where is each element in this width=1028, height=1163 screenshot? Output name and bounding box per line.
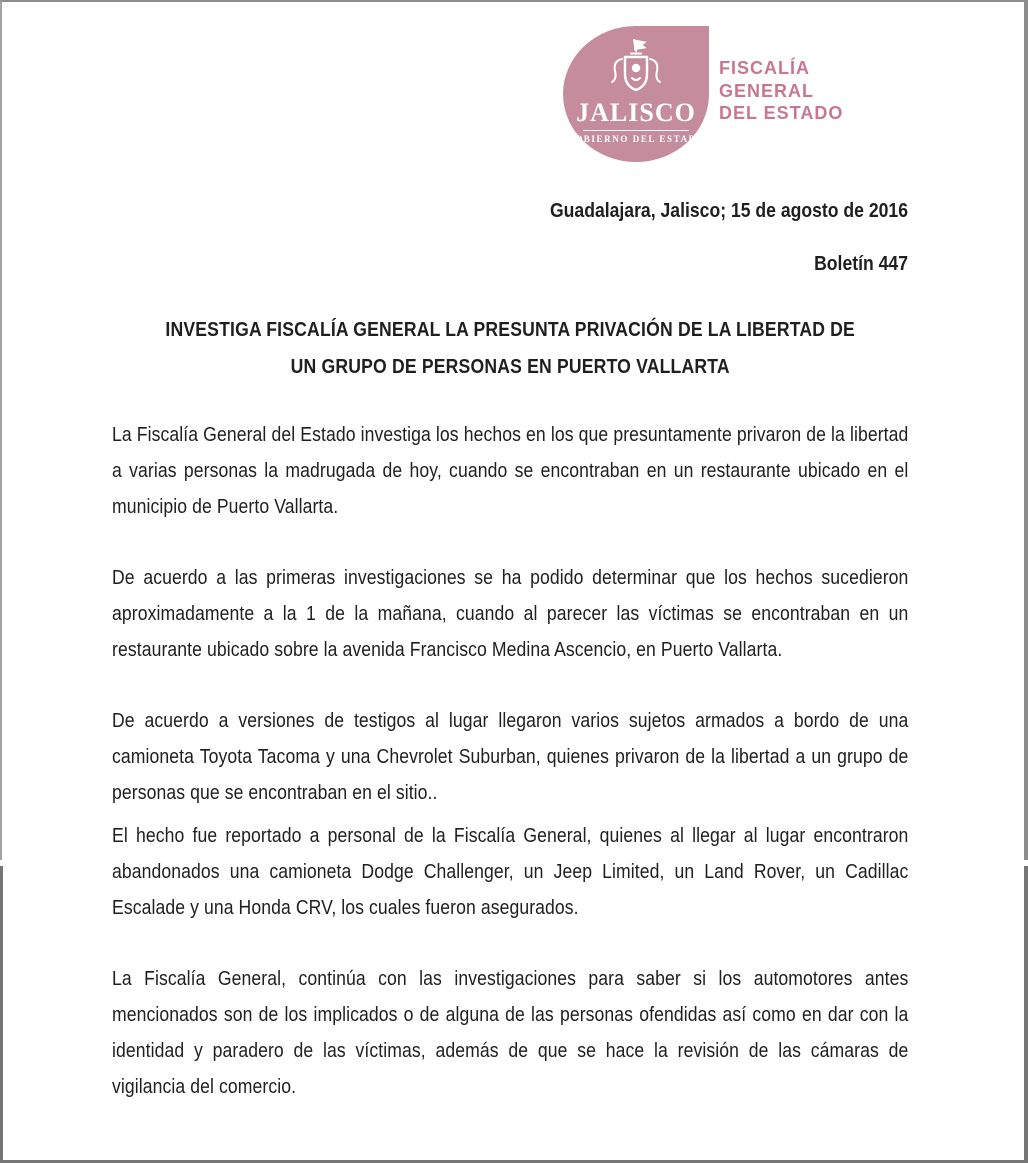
- paragraph: De acuerdo a las primeras investigaciones se ha podido determinar que los hechos sucedieron aproximadamente a la 1 de la mañana, cuando al parecer las víctimas se encontraban en un restaurante ubicado sobre la avenida Francisco Medina Ascencio, en Puerto Vallarta.: [112, 567, 909, 661]
- paragraph: El hecho fue reportado a personal de la Fiscalía General, quienes al llegar al lugar encontraron abandonados una camioneta Dodge Challenger, un Jeep Limited, un Land Rover, un Cadillac Escalade y una Honda CRV, los cuales fueron asegurados.: [112, 825, 909, 919]
- logo-wordmark: JALISCO: [576, 98, 696, 127]
- dateline: Guadalajara, Jalisco; 15 de agosto de 2016: [549, 200, 908, 222]
- logo-subtitle: GOBIERNO DEL ESTADO: [566, 134, 706, 144]
- jalisco-coat-of-arms-icon: [603, 37, 669, 99]
- org-name: [719, 26, 843, 162]
- paragraph: La Fiscalía General, continúa con las investigaciones para saber si los automotores antes mencionados son de los implicados o de alguna de las personas ofendidas así como en dar con la identidad y paradero de las víctimas, además de que se hace la revisión de las cámaras de vigilancia del comercio.: [112, 968, 909, 1098]
- paragraph: La Fiscalía General del Estado investiga los hechos en los que presuntamente privaron de la libertad a varias personas la madrugada de hoy, cuando se encontraban en un restaurante ubicado en el municipio de Puerto Vallarta.: [112, 424, 909, 518]
- logo-divider: [583, 130, 689, 131]
- title-line-2: UN GRUPO DE PERSONAS EN PUERTO VALLARTA: [290, 356, 730, 378]
- logo: [563, 26, 908, 162]
- press-release-title: [112, 312, 908, 386]
- org-name-line: FISCALÍA: [719, 58, 810, 78]
- org-name-line: GENERAL: [719, 80, 815, 101]
- title-line-1: INVESTIGA FISCALÍA GENERAL LA PRESUNTA PRIVACIÓN DE LA LIBERTAD DE: [165, 319, 855, 341]
- bulletin-number: Boletín 447: [814, 253, 908, 275]
- document-content: [112, 0, 908, 1105]
- paragraph: De acuerdo a versiones de testigos al lugar llegaron varios sujetos armados a bordo de una camioneta Toyota Tacoma y una Chevrolet Suburban, quienes privaron de la libertad a un grupo de personas que se encontraban en el sitio..: [112, 710, 909, 804]
- jalisco-badge: [563, 26, 709, 162]
- org-name-line: DEL ESTADO: [719, 103, 844, 123]
